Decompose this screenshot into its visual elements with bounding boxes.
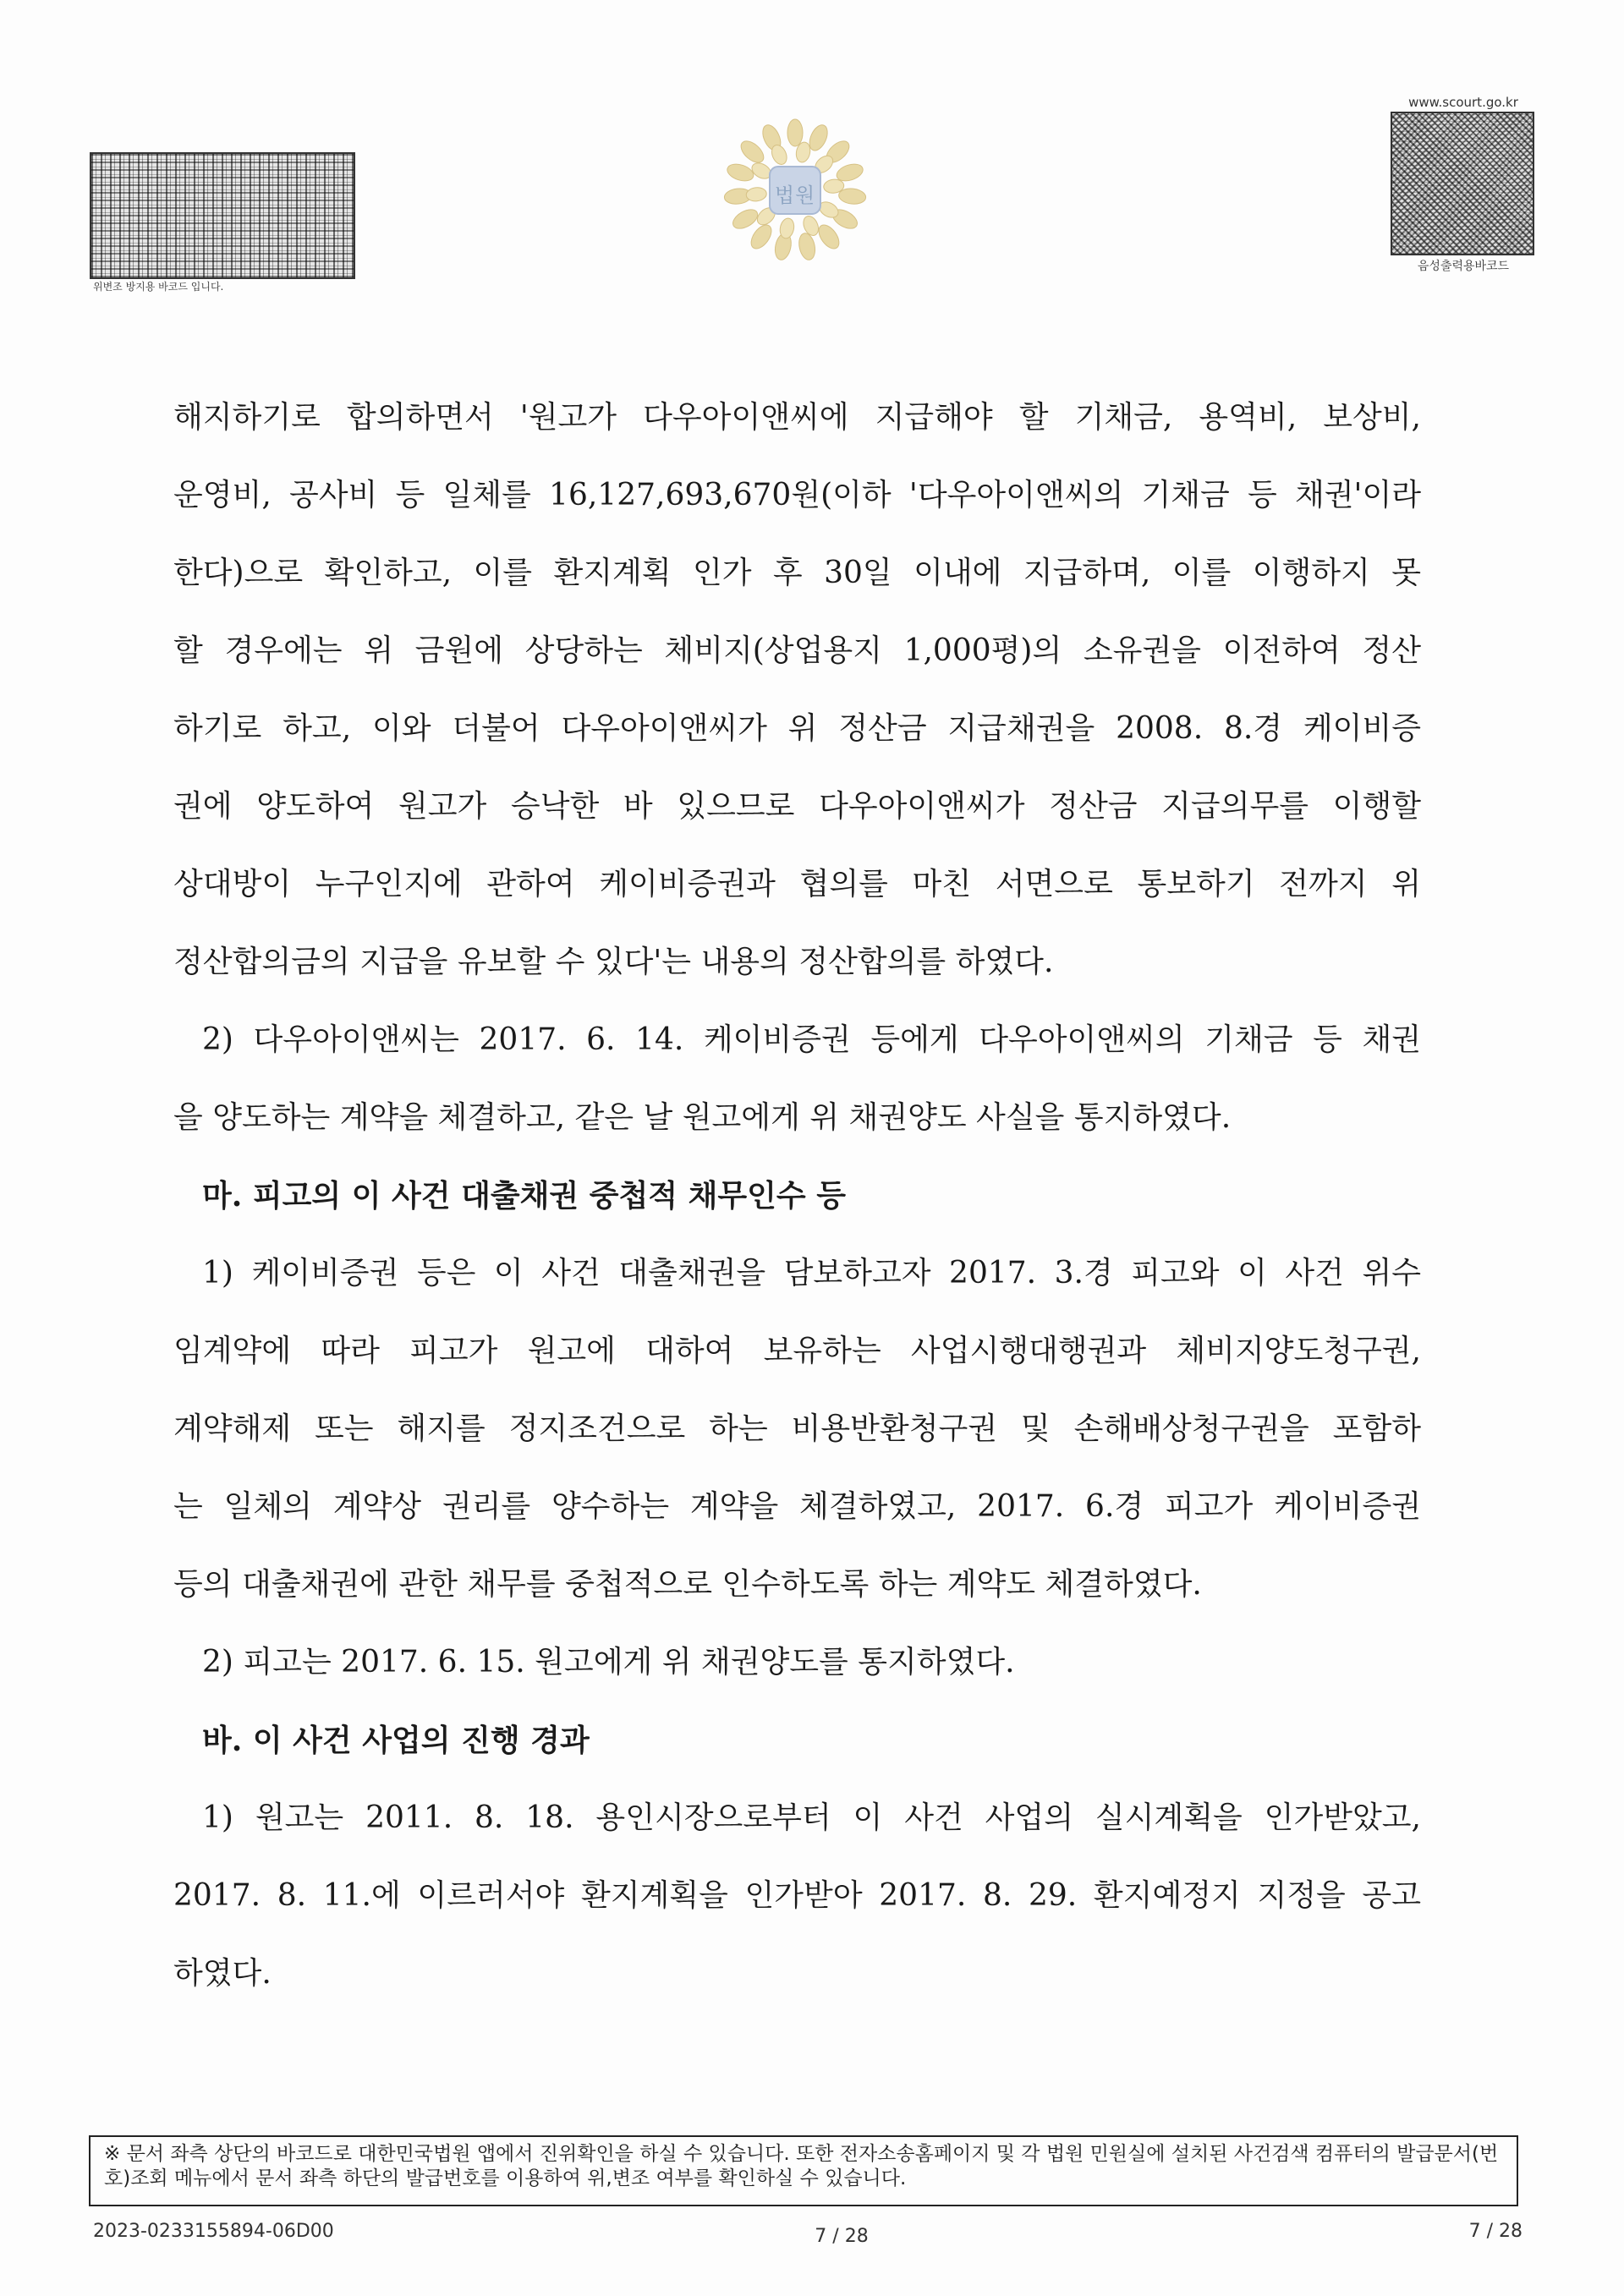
body-line: 상대방이 누구인지에 관하여 케이비증권과 협의를 마친 서면으로 통보하기 전까지 위	[173, 867, 1421, 901]
body-line: 하였다.	[173, 1956, 272, 1991]
body-line: 하기로 하고, 이와 더불어 다우아이앤씨가 위 정산금 지급채권을 2008. 8.경 케이비증	[173, 711, 1421, 746]
issue-number: 2023-0233155894-06D00	[93, 2221, 334, 2242]
body-line: 할 경우에는 위 금원에 상당하는 체비지(상업용지 1,000평)의 소유권을 이전하여 정산	[173, 633, 1421, 668]
page-number-right: 7 / 28	[1468, 2221, 1522, 2242]
body-line: 2) 다우아이앤씨는 2017. 6. 14. 케이비증권 등에게 다우아이앤씨의 기채금 등 채권	[202, 1022, 1421, 1057]
voice-output-barcode	[1391, 112, 1534, 255]
body-line: 을 양도하는 계약을 체결하고, 같은 날 원고에게 위 채권양도 사실을 통지하였다.	[173, 1100, 1232, 1135]
body-line: 1) 원고는 2011. 8. 18. 용인시장으로부터 이 사건 사업의 실시계획을 인가받았고,	[202, 1800, 1421, 1835]
court-emblem	[719, 114, 871, 266]
body-line: 1) 케이비증권 등은 이 사건 대출채권을 담보하고자 2017. 3.경 피고와 이 사건 위수	[202, 1256, 1421, 1290]
page-number-center: 7 / 28	[815, 2226, 869, 2247]
body-line: 계약해제 또는 해지를 정지조건으로 하는 비용반환청구권 및 손해배상청구권을 포함하	[173, 1411, 1421, 1446]
body-line: 2017. 8. 11.에 이르러서야 환지계획을 인가받아 2017. 8. 29. 환지예정지 지정을 공고	[173, 1878, 1421, 1913]
verification-notice: ※ 문서 좌측 상단의 바코드로 대한민국법원 앱에서 진위확인을 하실 수 있습니다. 또한 전자소송홈페이지 및 각 법원 민원실에 설치된 사건검색 컴퓨터의 발급문서(번호)조회 메뉴에서 문서 좌측 하단의 발급번호를 이용하여 위,변조 여부를 확인하실 수 있습니다.	[89, 2135, 1518, 2206]
section-heading: 마. 피고의 이 사건 대출채권 중첩적 채무인수 등	[202, 1178, 847, 1214]
body-line: 등의 대출채권에 관한 채무를 중첩적으로 인수하도록 하는 계약도 체결하였다.	[173, 1567, 1202, 1602]
body-line: 해지하기로 합의하면서 '원고가 다우아이앤씨에 지급해야 할 기채금, 용역비, 보상비,	[173, 400, 1421, 435]
document-body	[173, 372, 1421, 2006]
body-line: 2) 피고는 2017. 6. 15. 원고에게 위 채권양도를 통지하였다.	[202, 1645, 1015, 1680]
body-line: 정산합의금의 지급을 유보할 수 있다'는 내용의 정산합의를 하였다.	[173, 945, 1054, 979]
section-heading: 바. 이 사건 사업의 진행 경과	[202, 1723, 590, 1758]
court-website-url: www.scourt.go.kr	[1408, 95, 1518, 110]
voice-output-barcode-caption: 음성출력용바코드	[1417, 260, 1510, 273]
body-line: 임계약에 따라 피고가 원고에 대하여 보유하는 사업시행대행권과 체비지양도청구권,	[173, 1334, 1421, 1368]
anti-forgery-barcode	[90, 152, 355, 279]
emblem-text: 법원	[774, 184, 816, 207]
body-line: 권에 양도하여 원고가 승낙한 바 있으므로 다우아이앤씨가 정산금 지급의무를 이행할	[173, 789, 1421, 824]
body-line: 는 일체의 계약상 권리를 양수하는 계약을 체결하였고, 2017. 6.경 피고가 케이비증권	[173, 1489, 1421, 1524]
body-line: 한다)으로 확인하고, 이를 환지계획 인가 후 30일 이내에 지급하며, 이를 이행하지 못	[173, 556, 1421, 590]
body-line: 운영비, 공사비 등 일체를 16,127,693,670원(이하 '다우아이앤씨의 기채금 등 채권'이라	[173, 478, 1421, 512]
anti-forgery-barcode-caption: 위변조 방지용 바코드 입니다.	[93, 281, 224, 293]
